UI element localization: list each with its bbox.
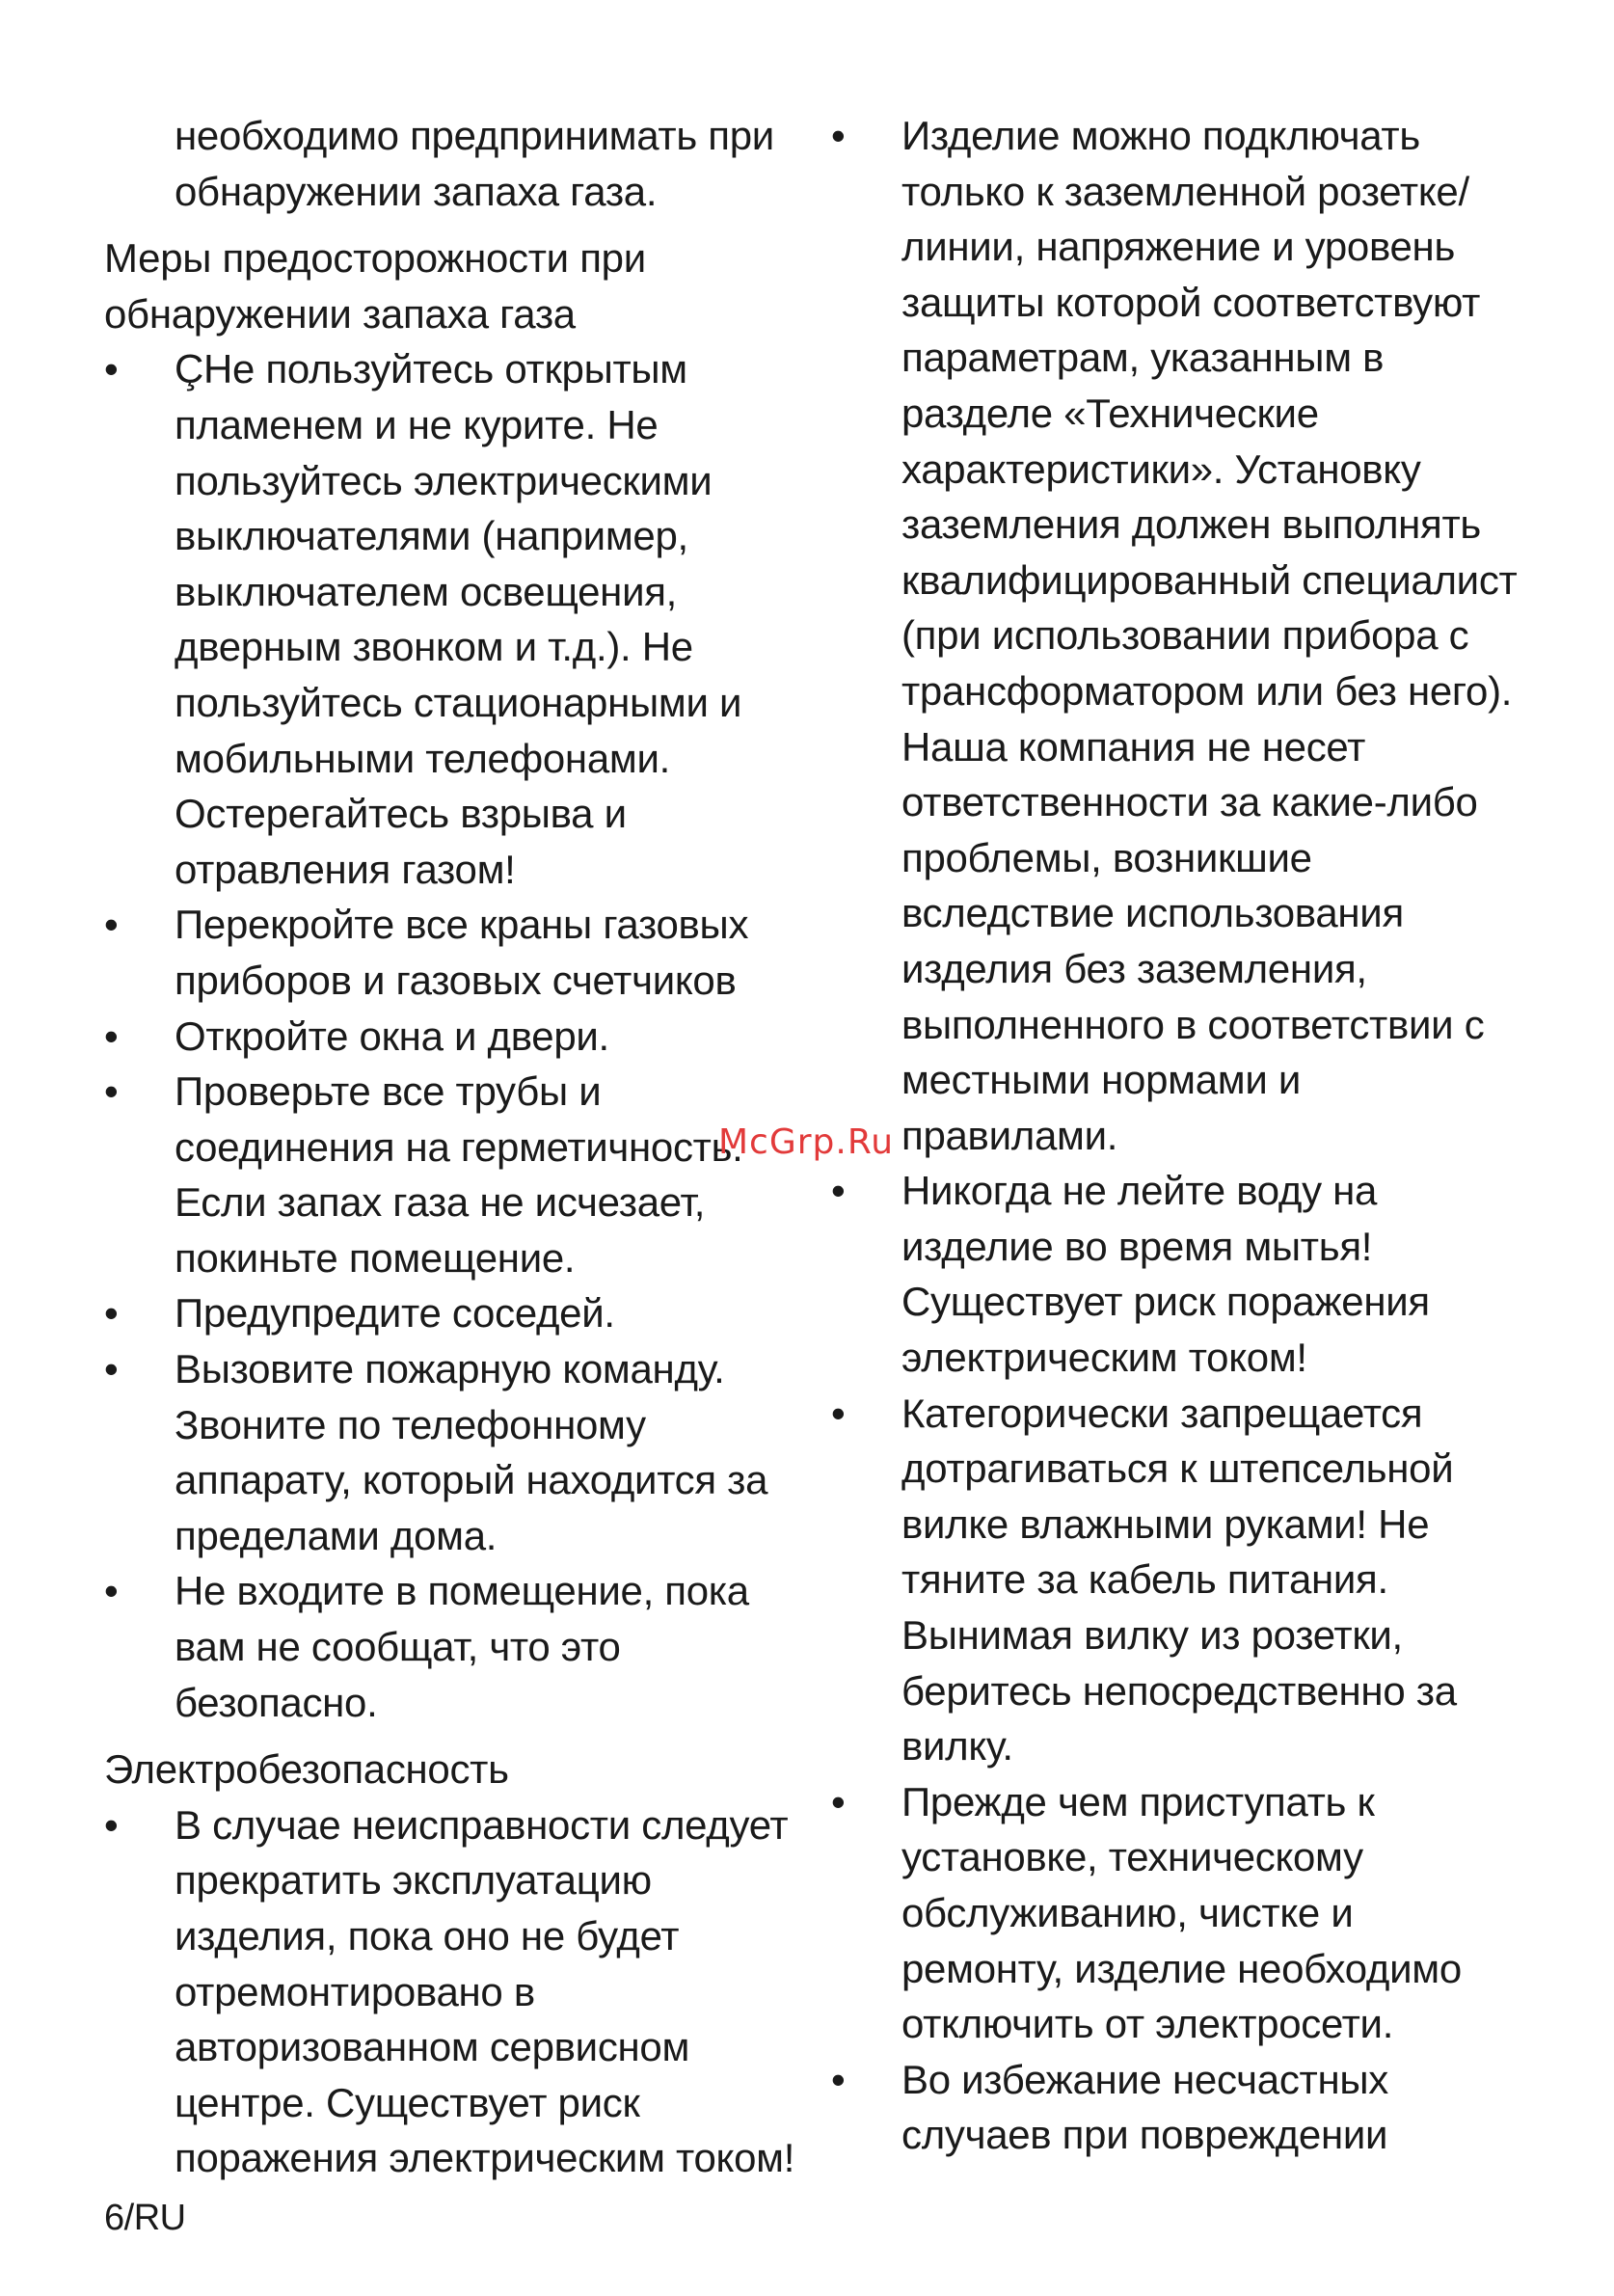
left-column	[104, 108, 813, 2186]
bullet-icon: •	[104, 1013, 119, 1059]
section-heading-gas-smell: Меры предосторожности при обнаружении запаха газа	[104, 235, 646, 337]
list-item	[831, 1774, 1525, 2052]
bullet-icon: •	[831, 1168, 846, 1214]
bullet-icon: •	[104, 1568, 119, 1614]
bullet-icon: •	[104, 1801, 119, 1848]
list-item-text: Категорически запрещается дотрагиваться к штепсельной вилке влажными руками! Не тяните за кабель питания. Вынимая вилку из розетки, беритесь непосредственно за вилку.	[901, 1390, 1457, 1769]
list-item-text: Во избежание несчастных случаев при повреждении	[901, 2056, 1388, 2158]
bullet-icon: •	[831, 2056, 846, 2102]
page-number: 6/RU	[104, 2198, 186, 2238]
list-item-text: Предупредите соседей.	[175, 1290, 615, 1337]
list-item	[831, 1386, 1525, 1774]
list-item	[831, 1163, 1525, 1385]
bullet-icon: •	[831, 1390, 846, 1436]
watermark-text: McGrp.Ru	[718, 1122, 895, 1162]
bullet-icon: •	[831, 1778, 846, 1824]
list-item-text: Изделие можно подключать только к заземленной розетке/линии, напряжение и уровень защиты которой соответствуют параметрам, указанным в разделе «Технические характеристики». Установку заземления должен выполнять квалифицированный специалист (при использовании прибора с трансформатором или без него). Наша компания не несет ответственности за какие-либо проблемы, возникшие вследствие использования изделия без заземления, выполненного в соответствии с местными нормами и правилами.	[901, 113, 1518, 1158]
list-item	[831, 2052, 1525, 2163]
list-item	[104, 1009, 813, 1065]
right-column	[831, 108, 1525, 2163]
bullet-icon: •	[104, 346, 119, 392]
continuation-text: необходимо предпринимать при обнаружении запаха газа.	[175, 113, 774, 214]
bullet-icon: •	[104, 902, 119, 948]
list-item	[104, 1563, 813, 1730]
list-item-text: Перекройте все краны газовых приборов и газовых счетчиков	[175, 902, 749, 1003]
list-item-text: Откройте окна и двери.	[175, 1013, 609, 1059]
list-item-text: ÇНе пользуйтесь открытым пламенем и не курите. Не пользуйтесь электрическими выключателями (например, выключателем освещения, дверным звонком и т.д.). Не пользуйтесь стационарными и мобильными телефонами. Остерегайтесь взрыва и отравления газом!	[175, 346, 742, 892]
list-item-text: Не входите в помещение, пока вам не сообщат, что это безопасно.	[175, 1568, 749, 1725]
list-item	[104, 341, 813, 897]
list-item-text: Вызовите пожарную команду. Звоните по телефонному аппарату, который находится за пределами дома.	[175, 1346, 768, 1558]
list-item	[831, 108, 1525, 1163]
list-item	[104, 1797, 813, 2186]
list-item	[104, 1064, 813, 1285]
list-item	[104, 1285, 813, 1341]
bullet-icon: •	[104, 1068, 119, 1115]
section-heading-electrical-safety: Электробезопасность	[104, 1746, 509, 1793]
bullet-icon: •	[104, 1290, 119, 1337]
list-item-text: В случае неисправности следует прекратить эксплуатацию изделия, пока оно не будет отремонтировано в авторизованном сервисном центре. Существует риск поражения электрическим током!	[175, 1801, 795, 2181]
bullet-icon: •	[831, 113, 846, 158]
bullet-icon: •	[104, 1346, 119, 1392]
list-item-text: Проверьте все трубы и соединения на герметичность. Если запах газа не исчезает, покиньте помещение.	[175, 1068, 743, 1281]
list-item	[104, 1341, 813, 1563]
list-item-text: Прежде чем приступать к установке, техническому обслуживанию, чистке и ремонту, изделие необходимо отключить от электросети.	[901, 1778, 1462, 2047]
list-item-text: Никогда не лейте воду на изделие во время мытья! Существует риск поражения электрическим током!	[901, 1168, 1430, 1381]
list-item	[104, 897, 813, 1008]
